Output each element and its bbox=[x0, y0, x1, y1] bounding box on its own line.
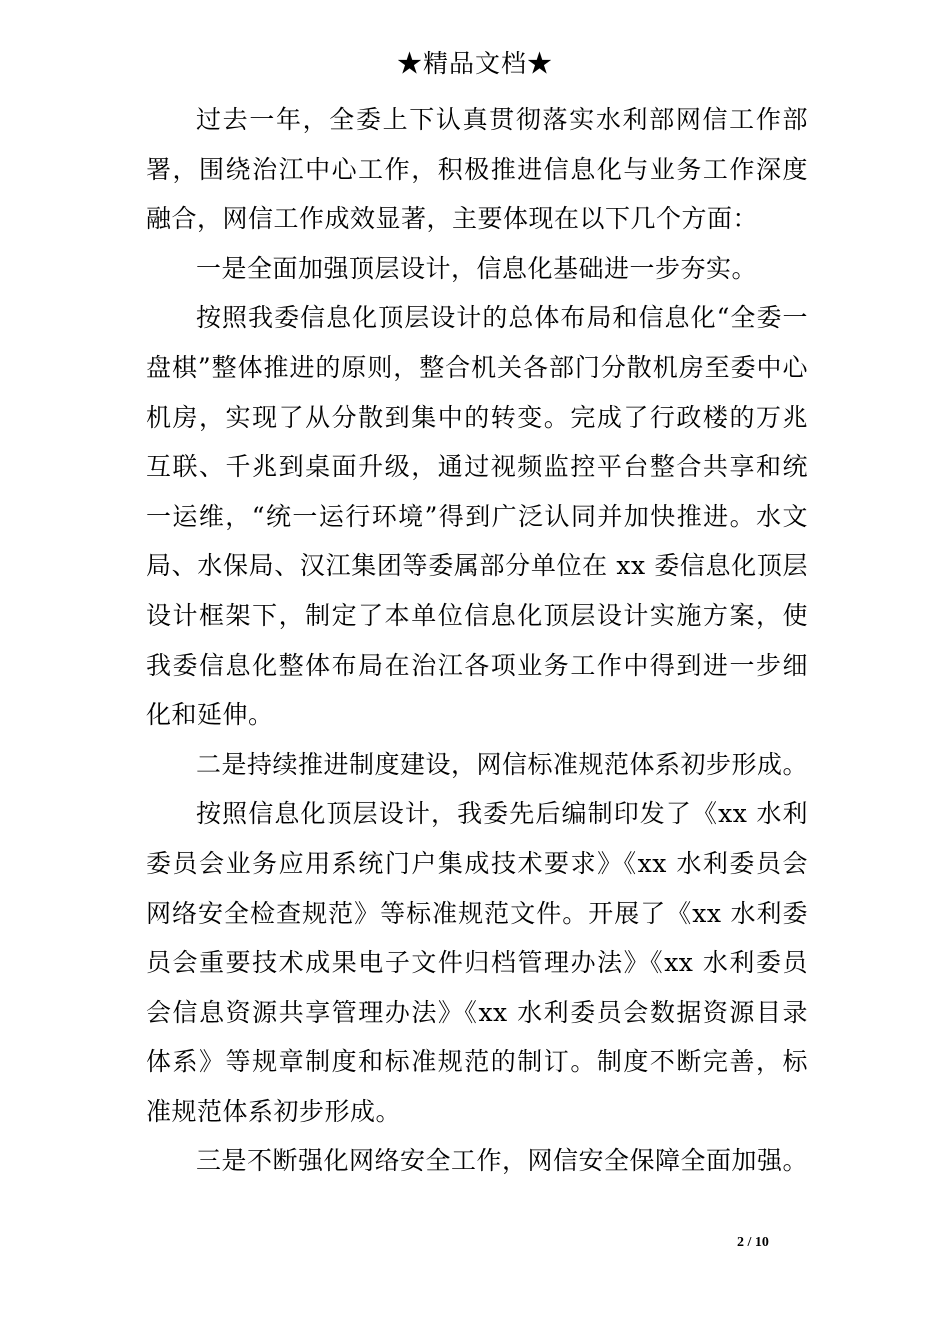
paragraph-point-one-body: 按照我委信息化顶层设计的总体布局和信息化“全委一盘棋”整体推进的原则，整合机关各部门分散机房至委中心机房，实现了从分散到集中的转变。完成了行政楼的万兆互联、千兆到桌面升级，通过视频监控平台整合共享和统一运维，“统一运行环境”得到广泛认同并加快推进。水文局、水保局、汉江集团等委属部分单位在 xx 委信息化顶层设计框架下，制定了本单位信息化顶层设计实施方案，使我委信息化整体布局在治江各项业务工作中得到进一步细化和延伸。 bbox=[146, 303, 808, 730]
page-number: 2 / 10 bbox=[737, 1235, 769, 1250]
paragraph-point-one-heading: 一是全面加强顶层设计，信息化基础进一步夯实。 bbox=[196, 253, 758, 283]
paragraph-point-two-body: 按照信息化顶层设计，我委先后编制印发了《xx 水利委员会业务应用系统门户集成技术要求》《xx 水利委员会网络安全检查规范》等标准规范文件。开展了《xx 水利委员会重要技术成果电子文件归档管理办法》《xx 水利委员会信息资源共享管理办法》《xx 水利委员会数据资源目录体系》等规章制度和标准规范的制订。制度不断完善，标准规范体系初步形成。 bbox=[146, 799, 808, 1126]
paragraph-point-three-heading: 三是不断强化网络安全工作，网信安全保障全面加强。 bbox=[196, 1146, 809, 1176]
paragraph-point-two-heading: 二是持续推进制度建设，网信标准规范体系初步形成。 bbox=[196, 749, 809, 779]
document-body bbox=[146, 95, 808, 1186]
paragraph-intro: 过去一年，全委上下认真贯彻落实水利部网信工作部署，围绕治江中心工作，积极推进信息化与业务工作深度融合，网信工作成效显著，主要体现在以下几个方面： bbox=[146, 105, 808, 234]
document-header-title: ★精品文档★ bbox=[396, 49, 553, 78]
